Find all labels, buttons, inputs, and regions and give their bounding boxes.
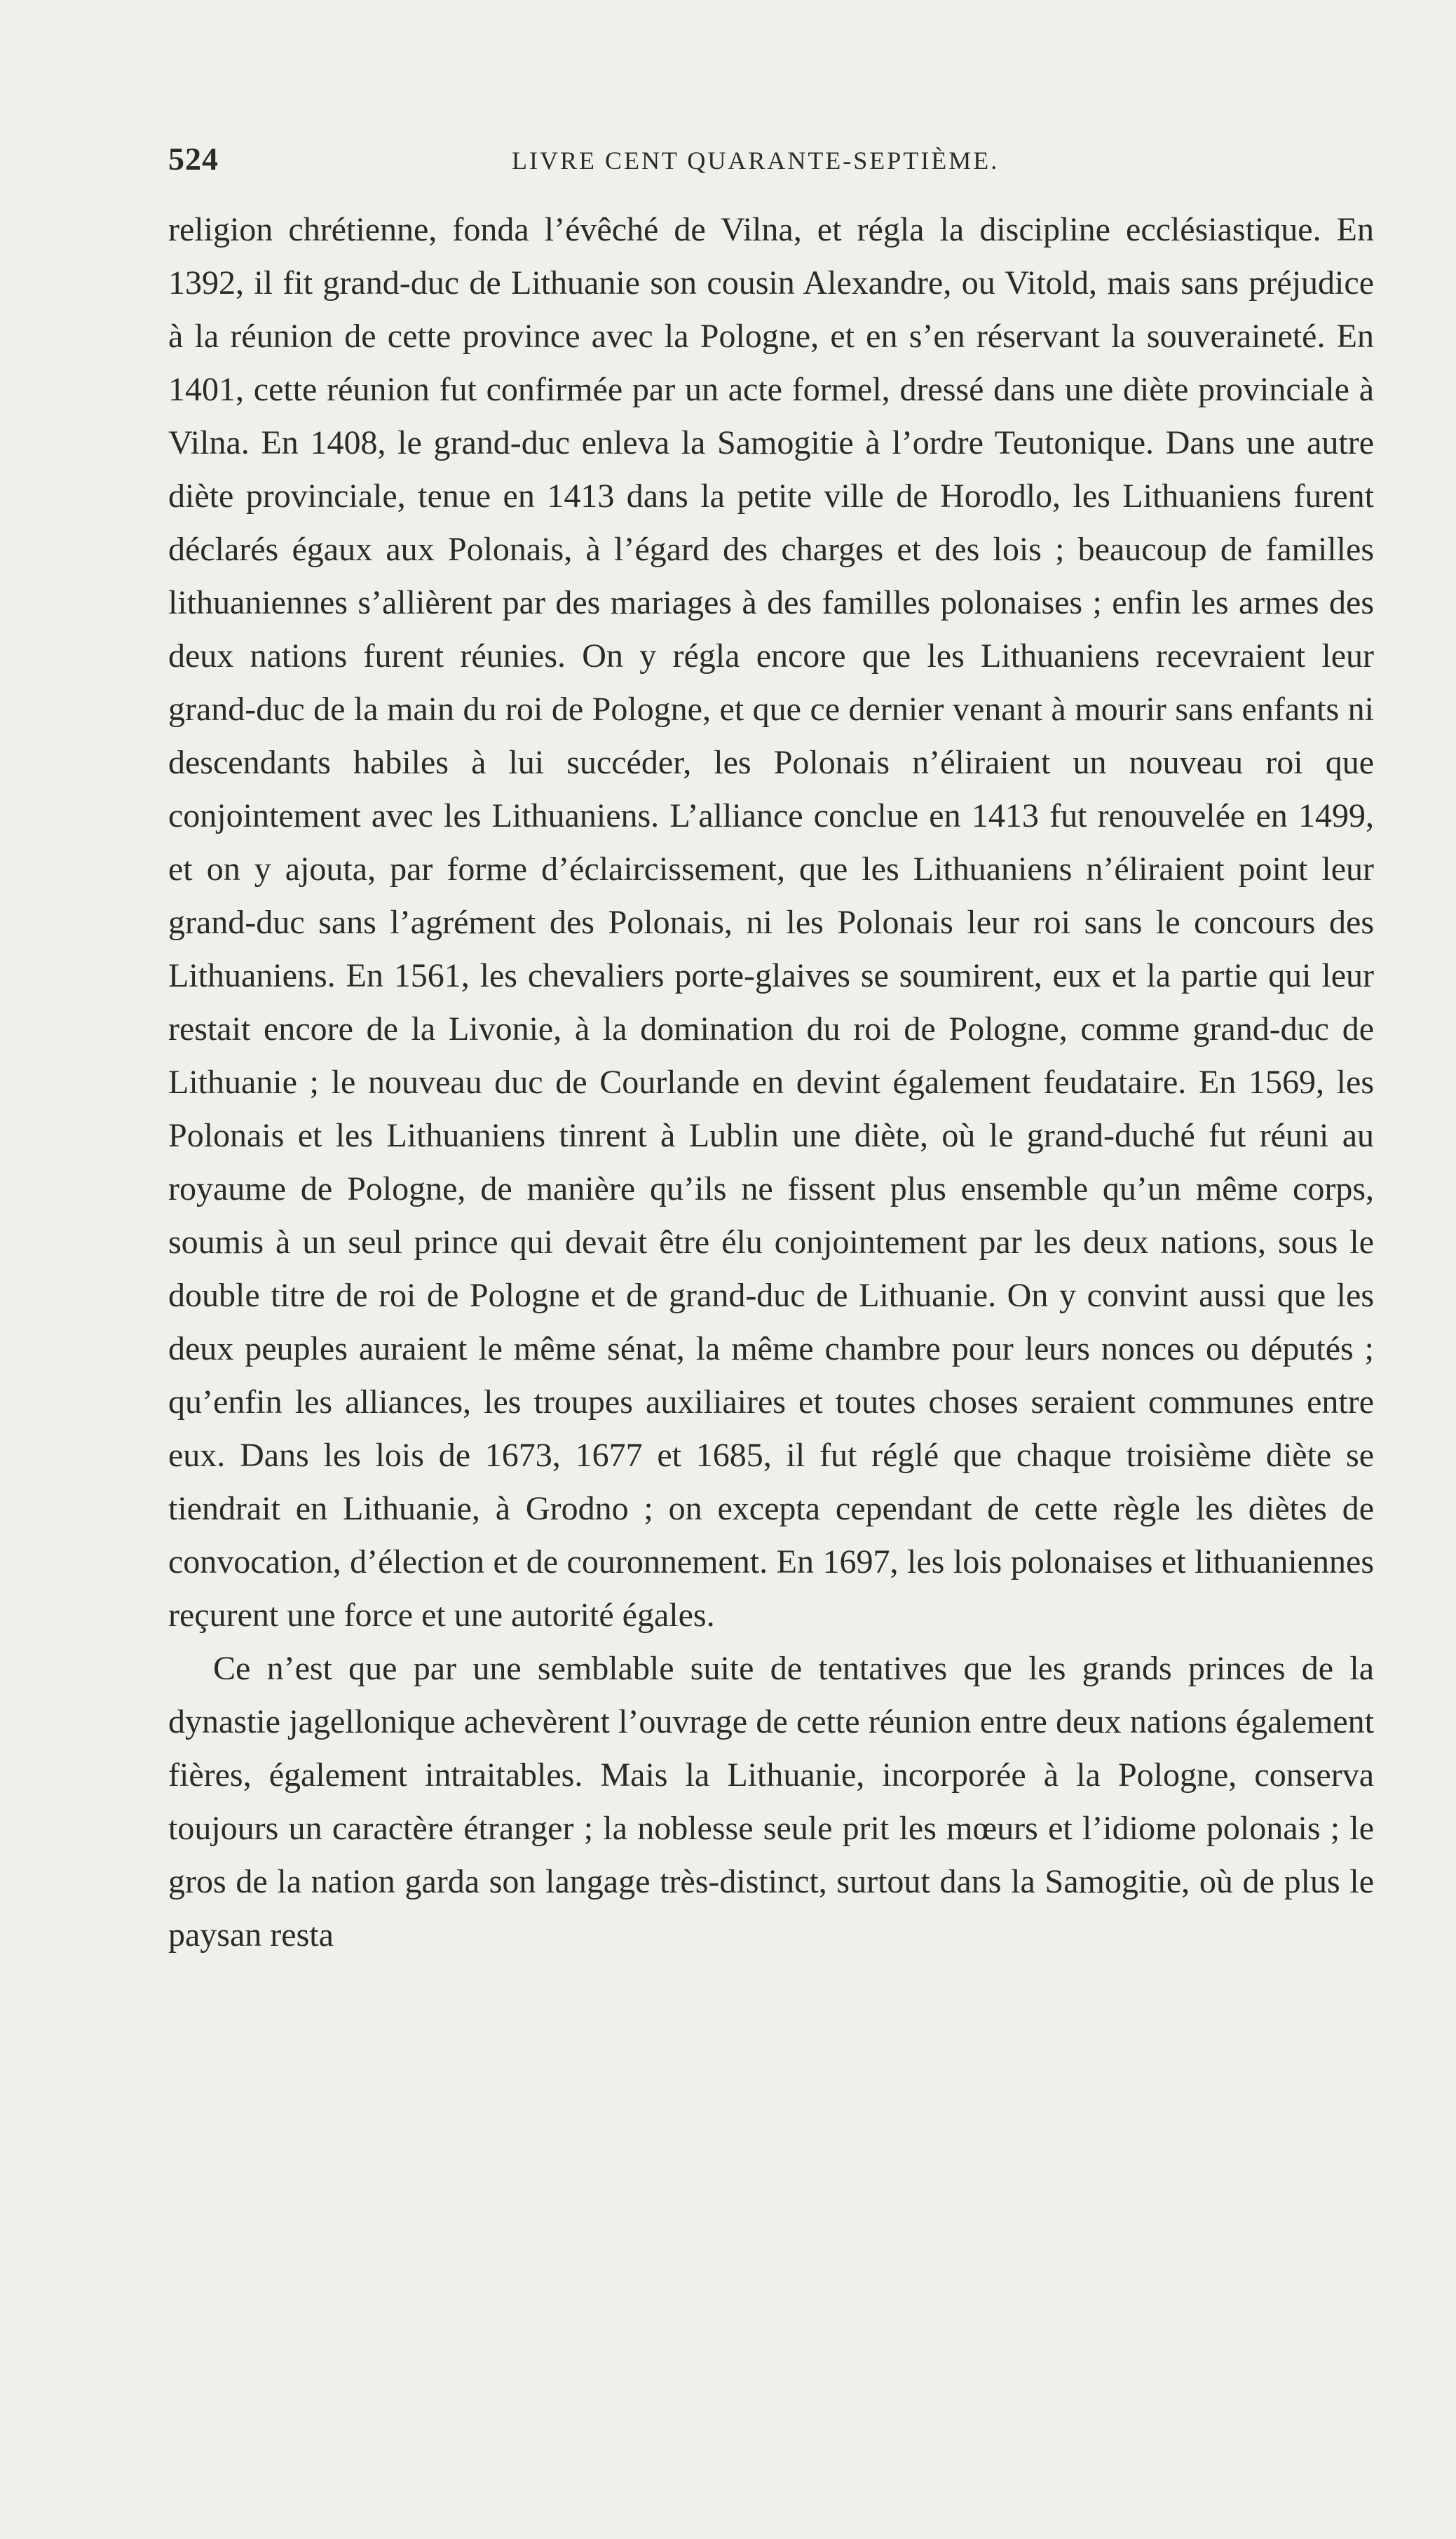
body-text	[168, 203, 1374, 1962]
running-title: LIVRE CENT QUARANTE-SEPTIÈME.	[512, 147, 1000, 175]
paragraph: Ce n’est que par une semblable suite de tentatives que les grands princes de la dynastie jagellonique achevèrent l’ouvrage de cette réunion entre deux nations également fières, également intraitables. Mais la Lithuanie, incorporée à la Pologne, conserva toujours un caractère étranger ; la noblesse seule prit les mœurs et l’idiome polonais ; le gros de la nation garda son langage très-distinct, surtout dans la Samogitie, où de plus le paysan resta	[168, 1650, 1374, 1954]
paragraph-continuation: religion chrétienne, fonda l’évêché de Vilna, et régla la discipline ecclésiastique. En 1392, il fit grand-duc de Lithuanie son cousin Alexandre, ou Vitold, mais sans préjudice à la réunion de cette province avec la Pologne, et en s’en réservant la souveraineté. En 1401, cette réunion fut confirmée par un acte formel, dressé dans une diète provinciale à Vilna. En 1408, le grand-duc enleva la Samogitie à l’ordre Teutonique. Dans une autre diète provinciale, tenue en 1413 dans la petite ville de Horodlo, les Lithuaniens furent déclarés égaux aux Polonais, à l’égard des charges et des lois ; beaucoup de familles lithuaniennes s’allièrent par des mariages à des familles polonaises ; enfin les armes des deux nations furent réunies. On y régla encore que les Lithuaniens recevraient leur grand-duc de la main du roi de Pologne, et que ce dernier venant à mourir sans enfants ni descendants habiles à lui succéder, les Polonais n’éliraient un nouveau roi que conjointement avec les Lithuaniens. L’alliance conclue en 1413 fut renouvelée en 1499, et on y ajouta, par forme d’éclaircissement, que les Lithuaniens n’éliraient point leur grand-duc sans l’agrément des Polonais, ni les Polonais leur roi sans le concours des Lithuaniens. En 1561, les chevaliers porte-glaives se soumirent, eux et la partie qui leur restait encore de la Livonie, à la domination du roi de Pologne, comme grand-duc de Lithuanie ; le nouveau duc de Courlande en devint également feudataire. En 1569, les Polonais et les Lithuaniens tinrent à Lublin une diète, où le grand-duché fut réuni au royaume de Pologne, de manière qu’ils ne fissent plus ensemble qu’un même corps, soumis à un seul prince qui devait être élu conjointement par les deux nations, sous le double titre de roi de Pologne et de grand-duc de Lithuanie. On y convint aussi que les deux peuples auraient le même sénat, la même chambre pour leurs nonces ou députés ; qu’enfin les alliances, les troupes auxiliaires et toutes choses seraient communes entre eux. Dans les lois de 1673, 1677 et 1685, il fut réglé que chaque troisième diète se tiendrait en Lithuanie, à Grodno ; on excepta cependant de cette règle les diètes de convocation, d’élection et de couronnement. En 1697, les lois polonaises et lithuaniennes reçurent une force et une autorité égales.	[168, 211, 1374, 1634]
page-number: 524	[168, 141, 219, 177]
page-header	[168, 140, 1374, 182]
